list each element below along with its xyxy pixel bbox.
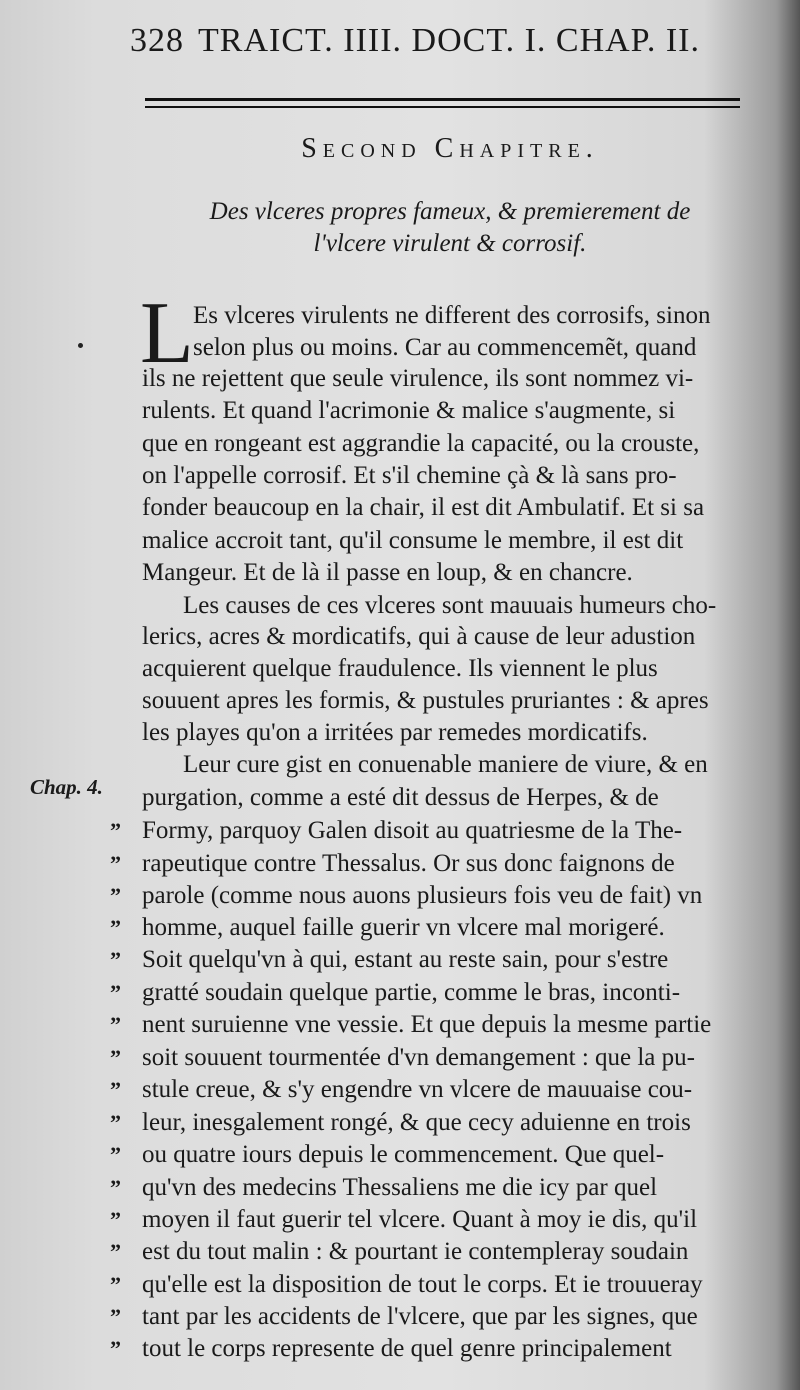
quote-marker: ” — [110, 1272, 121, 1297]
text-line: est du tout malin : & pourtant ie contempleray soudain — [142, 1238, 689, 1265]
text-line: stule creue, & s'y engendre vn vlcere de mauuaise cou- — [142, 1076, 693, 1103]
text-line: Soit quelqu'vn à qui, estant au reste sain, pour s'estre — [142, 946, 669, 973]
text-line: purgation, comme a esté dit dessus de Herpes, & de — [142, 784, 659, 811]
margin-dot — [78, 343, 83, 348]
quote-marker: ” — [110, 883, 121, 908]
chapter-subtitle-line-2: l'vlcere virulent & corrosif. — [313, 230, 587, 257]
quote-marker: ” — [110, 818, 121, 843]
quote-marker: ” — [110, 1045, 121, 1070]
text-line: nent suruienne vne vessie. Et que depuis la mesme partie — [142, 1011, 712, 1038]
text-line: acquierent quelque fraudulence. Ils viennent le plus — [142, 655, 658, 682]
header-rule — [145, 98, 740, 108]
text-line: homme, auquel faille guerir vn vlcere mal morigeré. — [142, 914, 665, 941]
margin-note: Chap. 4. — [30, 775, 103, 799]
text-line: on l'appelle corrosif. Et s'il chemine çà & là sans pro- — [142, 462, 677, 489]
text-line: rulents. Et quand l'acrimonie & malice s'augmente, si — [142, 397, 676, 424]
quote-marker: ” — [110, 1110, 121, 1135]
text-line: Mangeur. Et de là il passe en loup, & en chancre. — [142, 559, 633, 586]
text-line: moyen il faut guerir tel vlcere. Quant à moy ie dis, qu'il — [142, 1206, 698, 1233]
quote-marker: ” — [110, 1012, 121, 1037]
running-title: TRAICT. IIII. DOCT. I. CHAP. II. — [198, 22, 700, 59]
chapter-subtitle-line-1: Des vlceres propres fameux, & premierement de — [209, 198, 691, 225]
page-number: 328 — [130, 22, 184, 59]
text-line: selon plus ou moins. Car au commencemẽt, quand — [193, 334, 697, 361]
text-line: les playes qu'on a irritées par remedes mordicatifs. — [142, 719, 648, 746]
text-line: malice accroit tant, qu'il consume le membre, il est dit — [142, 527, 684, 554]
running-header — [130, 22, 730, 72]
text-line: souuent apres les formis, & pustules pruriantes : & apres — [142, 687, 709, 714]
text-line: gratté soudain quelque partie, comme le bras, inconti- — [142, 979, 681, 1006]
quote-marker: ” — [110, 1336, 121, 1361]
text-line: lerics, acres & mordicatifs, qui à cause de leur adustion — [142, 623, 696, 650]
text-line: que en rongeant est aggrandie la capacité, ou la crouste, — [142, 430, 700, 457]
quote-marker: ” — [110, 1175, 121, 1200]
text-line: parole (comme nous auons plusieurs fois veu de fait) vn — [142, 882, 703, 909]
text-line: Leur cure gist en conuenable maniere de viure, & en — [183, 751, 708, 778]
text-line: rapeutique contre Thessalus. Or sus donc faignons de — [142, 850, 675, 877]
quote-marker: ” — [110, 1207, 121, 1232]
text-line: leur, inesgalement rongé, & que cecy aduienne en trois — [142, 1109, 691, 1136]
text-line: Les causes de ces vlceres sont mauuais humeurs cho- — [183, 592, 717, 619]
text-line: ou quatre iours depuis le commencement. Que quel- — [142, 1141, 665, 1168]
quote-marker: ” — [110, 1304, 121, 1329]
text-line: Formy, parquoy Galen disoit au quatriesme de la The- — [142, 817, 683, 844]
text-line: soit souuent tourmentée d'vn demangement : que la pu- — [142, 1044, 695, 1071]
quote-marker: ” — [110, 947, 121, 972]
quote-marker: ” — [110, 980, 121, 1005]
text-line: Es vlceres virulents ne different des corrosifs, sinon — [193, 302, 711, 329]
text-line: qu'elle est la disposition de tout le corps. Et ie trouueray — [142, 1271, 703, 1298]
text-line: qu'vn des medecins Thessaliens me die icy par quel — [142, 1174, 658, 1201]
quote-marker: ” — [110, 915, 121, 940]
drop-cap: L — [140, 285, 194, 382]
text-line: fonder beaucoup en la chair, il est dit Ambulatif. Et si sa — [142, 494, 705, 521]
chapter-title: Second Chapitre. — [301, 133, 599, 164]
quote-marker: ” — [110, 1142, 121, 1167]
text-line: tout le corps represente de quel genre principalement — [142, 1335, 672, 1362]
text-line: ils ne rejettent que seule virulence, ils sont nommez vi- — [142, 365, 694, 392]
quote-marker: ” — [110, 1077, 121, 1102]
quote-marker: ” — [110, 1239, 121, 1264]
text-line: tant par les accidents de l'vlcere, que par les signes, que — [142, 1303, 698, 1330]
quote-marker: ” — [110, 851, 121, 876]
